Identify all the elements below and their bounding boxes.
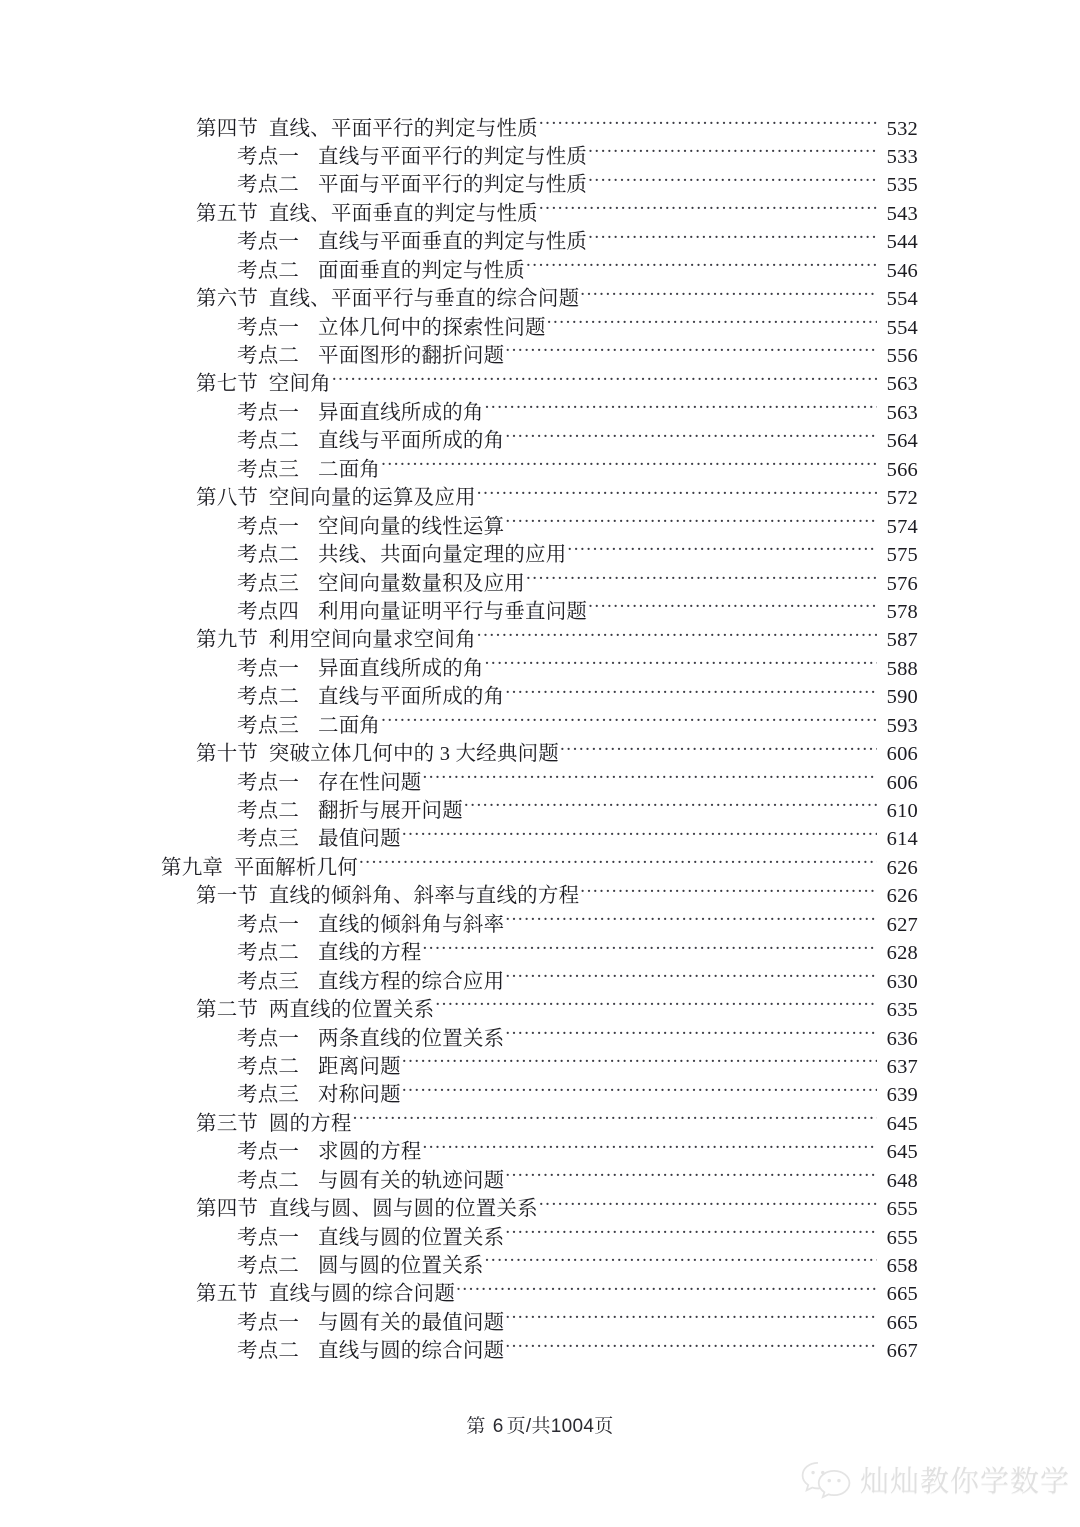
toc-dot-leader <box>526 569 877 590</box>
toc-entry-title: 直线的倾斜角、斜率与直线的方程 <box>268 885 580 908</box>
toc-dot-leader <box>477 626 877 647</box>
toc-entry-section[interactable] <box>0 370 1080 398</box>
toc-entry-point[interactable] <box>0 142 1080 170</box>
toc-dot-leader <box>560 740 877 761</box>
toc-entry-title: 距离问题 <box>318 1055 401 1078</box>
toc-dot-leader <box>423 768 878 789</box>
toc-entry-page-number: 566 <box>886 458 918 481</box>
toc-entry-page-number: 543 <box>886 202 918 225</box>
toc-entry-title: 直线与圆的综合问题 <box>318 1340 505 1363</box>
toc-entry-page-number: 626 <box>886 885 918 908</box>
toc-dot-leader <box>402 1081 877 1102</box>
toc-entry-label: 第九章 <box>161 856 224 879</box>
toc-entry-page-number: 626 <box>886 856 918 879</box>
toc-entry-label: 考点三 <box>237 714 300 737</box>
toc-entry-label: 第六节 <box>196 288 259 311</box>
toc-entry-title: 直线与圆、圆与圆的位置关系 <box>268 1198 538 1221</box>
toc-dot-leader <box>505 967 877 988</box>
toc-entry-title: 两直线的位置关系 <box>268 999 435 1022</box>
toc-label-gap <box>258 370 269 398</box>
toc-entry-title: 异面直线所成的角 <box>318 657 484 680</box>
toc-entry-point[interactable] <box>0 711 1080 739</box>
toc-entry-point[interactable] <box>0 569 1080 597</box>
toc-entry-point[interactable] <box>0 1081 1080 1109</box>
footer-middle: 页/共 <box>506 1416 551 1437</box>
toc-entry-page-number: 546 <box>886 259 918 282</box>
toc-dot-leader <box>588 597 877 618</box>
toc-dot-leader <box>505 683 877 704</box>
toc-entry-chapter[interactable] <box>0 853 1080 881</box>
toc-label-gap <box>258 996 269 1024</box>
toc-entry-label: 考点二 <box>237 1340 300 1363</box>
toc-entry-point[interactable] <box>0 1166 1080 1194</box>
toc-entry-section[interactable] <box>0 996 1080 1024</box>
toc-entry-title: 面面垂直的判定与性质 <box>318 259 525 282</box>
toc-entry-point[interactable] <box>0 1223 1080 1251</box>
toc-label-gap <box>258 1280 269 1308</box>
toc-entry-section[interactable] <box>0 285 1080 313</box>
toc-entry-page-number: 610 <box>886 800 918 822</box>
toc-entry-label: 考点一 <box>237 913 300 936</box>
toc-entry-page-number: 588 <box>886 657 918 680</box>
toc-dot-leader <box>505 1223 877 1244</box>
toc-entry-title: 平面图形的翻折问题 <box>318 345 505 367</box>
toc-entry-label: 第十节 <box>196 743 259 766</box>
toc-entry-page-number: 563 <box>886 401 918 424</box>
toc-label-gap <box>258 200 269 228</box>
toc-entry-title: 求圆的方程 <box>318 1141 422 1164</box>
toc-entry-label: 考点二 <box>237 1055 300 1078</box>
toc-dot-leader <box>505 342 877 363</box>
toc-entry-page-number: 628 <box>886 942 918 965</box>
toc-entry-point[interactable] <box>0 1308 1080 1336</box>
toc-entry-label: 第三节 <box>196 1112 259 1135</box>
toc-dot-leader <box>435 996 877 1017</box>
toc-entry-label: 考点二 <box>237 686 300 709</box>
toc-entry-title: 直线的倾斜角与斜率 <box>318 913 505 936</box>
footer-page-number: 6 <box>492 1416 504 1437</box>
toc-entry-page-number: 575 <box>886 544 918 567</box>
toc-entry-page-number: 648 <box>886 1169 918 1192</box>
toc-entry-point[interactable] <box>0 398 1080 426</box>
toc-entry-title: 直线、平面平行与垂直的综合问题 <box>268 288 580 311</box>
toc-dot-leader <box>539 199 877 220</box>
toc-entry-page-number: 532 <box>886 117 918 140</box>
toc-entry-page-number: 554 <box>886 288 918 311</box>
toc-entry-title: 与圆有关的轨迹问题 <box>318 1169 505 1192</box>
toc-label-gap <box>258 1195 269 1223</box>
toc-entry-point[interactable] <box>0 768 1080 796</box>
toc-entry-title: 空间向量的线性运算 <box>318 515 505 538</box>
toc-entry-page-number: 587 <box>886 629 918 652</box>
toc-entry-page-number: 606 <box>886 743 918 766</box>
toc-entry-label: 考点三 <box>237 828 300 851</box>
toc-entry-page-number: 639 <box>886 1084 918 1107</box>
toc-entry-section[interactable] <box>0 882 1080 910</box>
toc-entry-page-number: 554 <box>886 316 918 339</box>
toc-entry-label: 考点四 <box>237 600 300 623</box>
toc-entry-title: 直线与平面平行的判定与性质 <box>318 145 588 168</box>
toc-entry-title: 圆的方程 <box>268 1112 352 1135</box>
toc-dot-leader <box>359 853 877 874</box>
toc-entry-section[interactable] <box>0 626 1080 654</box>
toc-entry-section[interactable] <box>0 1280 1080 1308</box>
toc-dot-leader <box>580 882 877 903</box>
toc-dot-leader <box>539 1195 877 1216</box>
toc-label-gap <box>223 854 234 882</box>
toc-entry-title: 利用空间向量求空间角 <box>268 629 476 652</box>
toc-entry-point[interactable] <box>0 1052 1080 1080</box>
toc-label-gap <box>258 882 269 910</box>
toc-label-gap <box>258 115 269 143</box>
toc-entry-page-number: 535 <box>886 174 918 197</box>
toc-entry-page-number: 606 <box>886 771 918 794</box>
footer-total-pages: 1004 <box>550 1416 595 1437</box>
toc-dot-leader <box>381 455 877 476</box>
toc-entry-section[interactable] <box>0 484 1080 512</box>
toc-entry-label: 考点二 <box>237 1255 300 1277</box>
toc-entry-point[interactable] <box>0 313 1080 341</box>
toc-dot-leader <box>526 256 877 277</box>
toc-entry-point[interactable] <box>0 541 1080 569</box>
toc-entry-label: 考点一 <box>237 401 300 424</box>
toc-dot-leader <box>485 654 877 675</box>
toc-entry-title: 利用向量证明平行与垂直问题 <box>318 600 588 623</box>
toc-dot-leader <box>547 313 877 334</box>
toc-entry-point[interactable] <box>0 797 1080 825</box>
wechat-icon <box>800 1458 852 1500</box>
toc-entry-point[interactable] <box>0 256 1080 284</box>
toc-dot-leader <box>505 1337 877 1358</box>
toc-entry-point[interactable] <box>0 910 1080 938</box>
toc-dot-leader <box>402 825 877 846</box>
toc-entry-page-number: 556 <box>886 345 918 367</box>
toc-entry-label: 考点一 <box>237 145 300 168</box>
toc-entry-label: 考点二 <box>237 174 300 197</box>
toc-entry-page-number: 635 <box>886 999 918 1022</box>
toc-entry-point[interactable] <box>0 171 1080 199</box>
toc-entry-page-number: 655 <box>886 1198 918 1221</box>
page-footer <box>0 1411 1080 1438</box>
toc-entry-label: 考点三 <box>237 572 300 595</box>
toc-dot-leader <box>505 1308 877 1329</box>
toc-entry-title: 二面角 <box>318 458 381 481</box>
toc-entry-label: 考点一 <box>237 1027 300 1050</box>
toc-entry-title: 空间向量数量积及应用 <box>318 572 525 595</box>
toc-entry-title: 突破立体几何中的 3 大经典问题 <box>268 743 559 766</box>
footer-suffix: 页 <box>594 1416 614 1437</box>
toc-entry-section[interactable] <box>0 1109 1080 1137</box>
toc-entry-page-number: 544 <box>886 231 918 254</box>
toc-entry-label: 第四节 <box>196 1198 259 1221</box>
toc-entry-page-number: 533 <box>886 145 918 168</box>
toc-entry-label: 考点三 <box>237 1084 300 1107</box>
toc-entry-page-number: 658 <box>886 1255 918 1277</box>
toc-entry-page-number: 665 <box>886 1283 918 1306</box>
toc-entry-page-number: 645 <box>886 1141 918 1164</box>
toc-dot-leader <box>332 370 877 391</box>
toc-entry-point[interactable] <box>0 1138 1080 1166</box>
toc-entry-label: 第九节 <box>196 629 259 652</box>
toc-entry-label: 第七节 <box>196 373 259 396</box>
toc-entry-page-number: 667 <box>886 1340 918 1363</box>
toc-entry-section[interactable] <box>0 740 1080 768</box>
toc-entry-point[interactable] <box>0 654 1080 682</box>
toc-label-gap <box>258 740 269 768</box>
toc-entry-label: 第二节 <box>196 999 259 1022</box>
toc-label-gap <box>258 1110 269 1138</box>
toc-dot-leader <box>505 1166 877 1187</box>
toc-dot-leader <box>423 939 878 960</box>
toc-entry-point[interactable] <box>0 512 1080 540</box>
footer-prefix: 第 <box>466 1416 486 1437</box>
toc-label-gap <box>258 484 269 512</box>
toc-entry-label: 考点二 <box>237 430 300 453</box>
toc-entry-title: 直线方程的综合应用 <box>318 970 505 993</box>
toc-entry-label: 考点三 <box>237 970 300 993</box>
toc-entry-label: 考点一 <box>237 316 300 339</box>
toc-entry-title: 立体几何中的探索性问题 <box>318 316 546 339</box>
toc-entry-page-number: 665 <box>886 1311 918 1334</box>
toc-entry-point[interactable] <box>0 1252 1080 1280</box>
toc-entry-label: 考点一 <box>237 657 300 680</box>
toc-entry-label: 第五节 <box>196 1283 259 1306</box>
toc-entry-page-number: 636 <box>886 1027 918 1050</box>
toc-dot-leader <box>505 427 877 448</box>
toc-entry-label: 第四节 <box>196 117 259 140</box>
toc-dot-leader <box>485 398 877 419</box>
toc-entry-point[interactable] <box>0 597 1080 625</box>
toc-dot-leader <box>477 484 877 505</box>
toc-dot-leader <box>423 1138 878 1159</box>
toc-entry-page-number: 574 <box>886 515 918 538</box>
toc-entry-point[interactable] <box>0 427 1080 455</box>
toc-entry-label: 考点二 <box>237 1169 300 1192</box>
toc-entry-point[interactable] <box>0 1337 1080 1365</box>
toc-dot-leader <box>464 797 877 818</box>
toc-entry-title: 直线的方程 <box>318 942 422 965</box>
toc-entry-point[interactable] <box>0 342 1080 370</box>
toc-dot-leader <box>402 1052 877 1073</box>
watermark <box>800 1458 1070 1500</box>
toc-entry-label: 考点一 <box>237 1311 300 1334</box>
toc-entry-title: 平面解析几何 <box>233 856 358 879</box>
toc-entry-title: 圆与圆的位置关系 <box>318 1255 484 1277</box>
toc-entry-page-number: 655 <box>886 1226 918 1249</box>
toc-entry-section[interactable] <box>0 1195 1080 1223</box>
toc-entry-label: 考点二 <box>237 259 300 282</box>
toc-entry-page-number: 637 <box>886 1055 918 1078</box>
toc-entry-section[interactable] <box>0 114 1080 142</box>
toc-entry-label: 第一节 <box>196 885 259 908</box>
toc-entry-title: 直线与平面所成的角 <box>318 686 505 709</box>
toc-dot-leader <box>505 910 877 931</box>
toc-label-gap <box>258 285 269 313</box>
toc-entry-title: 空间向量的运算及应用 <box>268 487 476 510</box>
toc-entry-page-number: 576 <box>886 572 918 595</box>
toc-entry-page-number: 630 <box>886 970 918 993</box>
toc-dot-leader <box>588 142 877 163</box>
toc-dot-leader <box>353 1109 877 1130</box>
toc-entry-point[interactable] <box>0 228 1080 256</box>
toc-entry-page-number: 593 <box>886 714 918 737</box>
toc-entry-point[interactable] <box>0 455 1080 483</box>
toc-entry-label: 考点一 <box>237 1226 300 1249</box>
toc-dot-leader <box>580 285 877 306</box>
toc-entry-title: 与圆有关的最值问题 <box>318 1311 505 1334</box>
toc-entry-page-number: 572 <box>886 487 918 510</box>
toc-entry-label: 第八节 <box>196 487 259 510</box>
toc-entry-page-number: 564 <box>886 430 918 453</box>
toc-entry-section[interactable] <box>0 199 1080 227</box>
toc-entry-point[interactable] <box>0 967 1080 995</box>
toc-entry-title: 直线、平面平行的判定与性质 <box>268 117 538 140</box>
toc-entry-title: 异面直线所成的角 <box>318 401 484 424</box>
toc-entry-title: 空间角 <box>268 373 331 396</box>
toc-dot-leader <box>381 711 877 732</box>
toc-dot-leader <box>505 512 877 533</box>
toc-entry-label: 考点二 <box>237 942 300 965</box>
toc-entry-page-number: 578 <box>886 600 918 623</box>
toc-dot-leader <box>567 541 877 562</box>
toc-label-gap <box>258 626 269 654</box>
toc-entry-point[interactable] <box>0 683 1080 711</box>
toc-entry-label: 考点二 <box>237 544 300 567</box>
toc-entry-page-number: 563 <box>886 373 918 396</box>
toc-entry-label: 考点二 <box>237 345 300 367</box>
toc-entry-label: 考点二 <box>237 800 300 822</box>
toc-entry-title: 二面角 <box>318 714 381 737</box>
toc-entry-title: 对称问题 <box>318 1084 401 1107</box>
toc-entry-label: 第五节 <box>196 202 259 225</box>
toc-dot-leader <box>505 1024 877 1045</box>
toc-entry-label: 考点一 <box>237 231 300 254</box>
toc-entry-title: 共线、共面向量定理的应用 <box>318 544 567 567</box>
toc-entry-page-number: 614 <box>886 828 918 851</box>
toc-entry-title: 直线、平面垂直的判定与性质 <box>268 202 538 225</box>
toc-entry-title: 存在性问题 <box>318 771 422 794</box>
toc-entry-label: 考点一 <box>237 1141 300 1164</box>
toc-entry-title: 直线与平面所成的角 <box>318 430 505 453</box>
table-of-contents-list <box>0 114 1080 1365</box>
toc-dot-leader <box>539 114 877 135</box>
toc-entry-title: 两条直线的位置关系 <box>318 1027 505 1050</box>
toc-dot-leader <box>485 1252 877 1273</box>
toc-entry-label: 考点一 <box>237 515 300 538</box>
toc-entry-title: 最值问题 <box>318 828 401 851</box>
toc-entry-title: 平面与平面平行的判定与性质 <box>318 174 588 197</box>
toc-entry-point[interactable] <box>0 1024 1080 1052</box>
toc-entry-title: 直线与圆的综合问题 <box>268 1283 456 1306</box>
toc-dot-leader <box>456 1280 877 1301</box>
toc-entry-label: 考点三 <box>237 458 300 481</box>
toc-entry-title: 直线与圆的位置关系 <box>318 1226 505 1249</box>
toc-entry-label: 考点一 <box>237 771 300 794</box>
toc-entry-point[interactable] <box>0 825 1080 853</box>
toc-entry-title: 翻折与展开问题 <box>318 800 463 822</box>
toc-entry-page-number: 590 <box>886 686 918 709</box>
toc-entry-page-number: 627 <box>886 913 918 936</box>
toc-entry-title: 直线与平面垂直的判定与性质 <box>318 231 588 254</box>
watermark-text: 灿灿教你学数学 <box>860 1465 1071 1498</box>
toc-entry-page-number: 645 <box>886 1112 918 1135</box>
toc-dot-leader <box>588 228 877 249</box>
toc-entry-point[interactable] <box>0 939 1080 967</box>
toc-dot-leader <box>588 171 877 192</box>
